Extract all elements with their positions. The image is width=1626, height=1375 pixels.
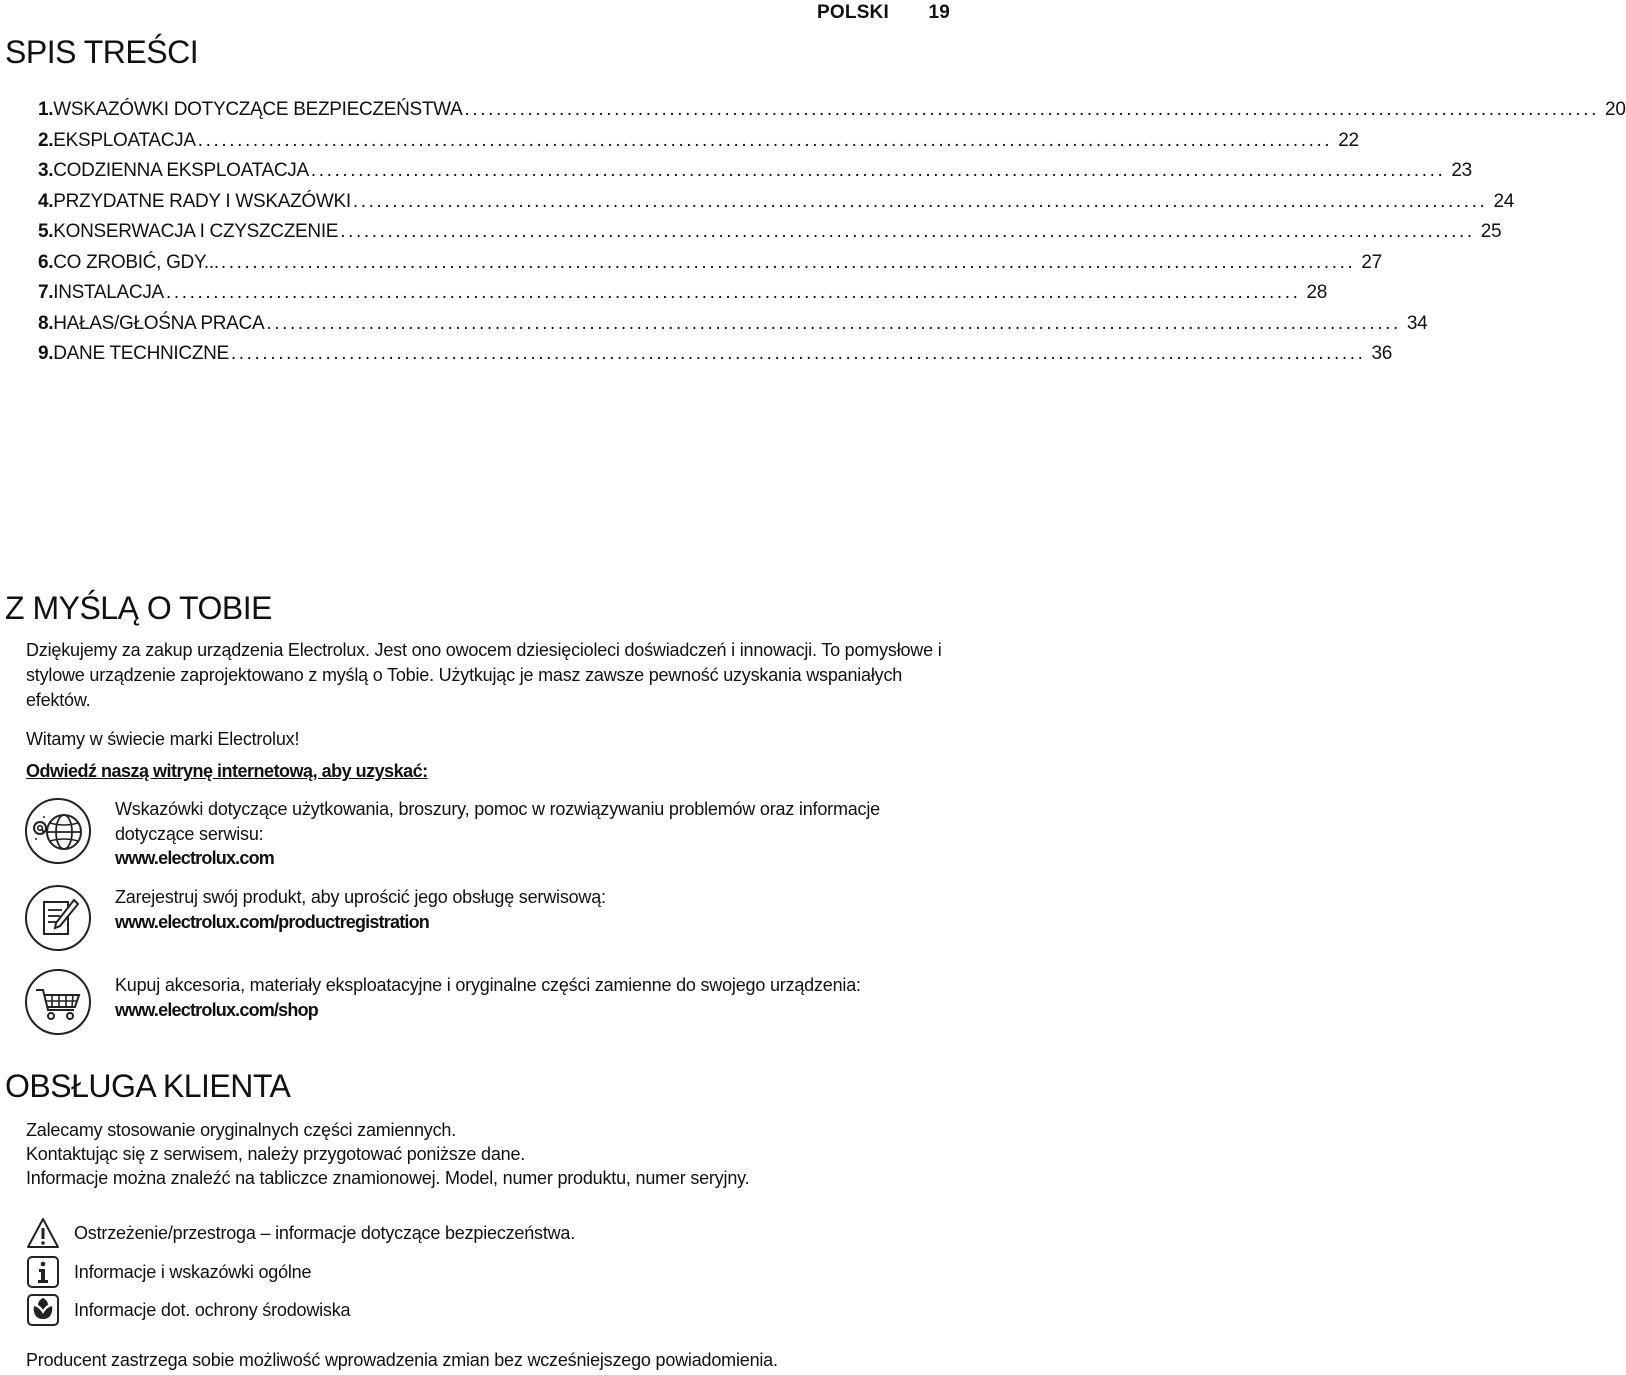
toc-item-page: 20 [1605,99,1626,120]
toc-item-number: 5. [38,221,54,242]
toc-leader: ................................................................................................................................................ [266,312,1401,334]
intro-paragraph: Dziękujemy za zakup urządzenia Electrolux. Jest ono owocem dziesięcioleci doświadczeń i innowacji. To pomysłowe i stylowe urządzenie zaprojektowano z myślą o Tobie. Użytkując je masz zawsze pewność uzyskania wspaniałych efektów. [26,640,942,710]
intro-title: Z MYŚLĄ O TOBIE [5,590,272,626]
welcome-text: Witamy w świecie marki Electrolux! [26,729,300,749]
note-environment [26,1293,350,1327]
toc-item-title: DANE TECHNICZNE [53,343,229,364]
toc-item[interactable] [38,251,1382,283]
toc-item-number: 1. [38,99,54,120]
toc-item-number: 8. [38,312,54,334]
toc-leader: ................................................................................................................................................ [464,99,1600,120]
customer-service-text [26,1118,951,1190]
toc-title: SPIS TREŚCI [5,34,199,70]
toc-item-title: HAŁAS/GŁOŚNA PRACA [53,312,265,334]
table-of-contents [38,99,1626,374]
toc-item-page: 28 [1306,282,1328,303]
customer-line: Zalecamy stosowanie oryginalnych części zamiennych. [26,1120,456,1140]
toc-leader: ................................................................................................................................................ [220,251,1356,273]
toc-item-title: CODZIENNA EKSPLOATACJA [53,160,309,181]
toc-item-number: 3. [38,160,54,181]
toc-item-title: CO ZROBIĆ, GDY... [53,251,219,273]
toc-item[interactable] [38,99,1626,130]
note-text: Ostrzeżenie/przestroga – informacje dotyczące bezpieczeństwa. [74,1222,576,1243]
toc-item-page: 36 [1371,343,1393,364]
toc-item[interactable] [38,129,1359,161]
toc-item-number: 6. [38,251,54,273]
toc-item-title: PRZYDATNE RADY I WSKAZÓWKI [53,190,351,212]
toc-item[interactable] [38,282,1328,313]
web-info-block-shop [115,973,955,1022]
toc-item[interactable] [38,221,1502,252]
web-info-block-registration [115,885,955,934]
language-label: POLSKI [817,2,889,23]
toc-leader: ................................................................................................................................................ [197,129,1333,151]
toc-item[interactable] [38,343,1393,374]
toc-item-page: 24 [1493,190,1514,212]
warning-icon [26,1216,60,1250]
toc-leader: ................................................................................................................................................ [352,190,1488,212]
support-link[interactable]: www.electrolux.com [115,848,274,868]
toc-item-page: 34 [1406,312,1428,334]
toc-item-title: INSTALACJA [53,282,164,303]
toc-leader: ................................................................................................................................................ [165,282,1301,303]
toc-item-page: 25 [1480,221,1502,242]
toc-leader: ................................................................................................................................................ [310,160,1446,181]
page-header [817,2,950,24]
toc-item-title: WSKAZÓWKI DOTYCZĄCE BEZPIECZEŃSTWA [53,99,463,120]
note-text: Informacje dot. ochrony środowiska [74,1299,351,1320]
registration-link[interactable]: www.electrolux.com/productregistration [115,911,429,932]
note-info [26,1255,311,1289]
toc-item-number: 9. [38,343,54,364]
toc-item-page: 27 [1361,251,1382,273]
toc-item-number: 4. [38,190,54,212]
support-description: Wskazówki dotyczące użytkowania, broszury, pomoc w rozwiązywaniu problemów oraz informacje dotyczące serwisu: [115,799,880,844]
note-text: Informacje i wskazówki ogólne [74,1261,312,1282]
registration-description: Zarejestruj swój produkt, aby uprościć jego obsługę serwisową: [115,887,606,907]
toc-item-number: 2. [38,129,54,151]
toc-leader: ................................................................................................................................................ [230,343,1366,364]
shop-description: Kupuj akcesoria, materiały eksploatacyjne i oryginalne części zamienne do swojego urządzenia: [115,975,861,995]
customer-service-title: OBSŁUGA KLIENTA [5,1068,291,1104]
web-info-block-support [115,797,955,871]
toc-item[interactable] [38,160,1472,191]
toc-item-title: EKSPLOATACJA [53,129,196,151]
environment-icon [26,1293,60,1327]
toc-item-page: 22 [1338,129,1359,151]
customer-line: Informacje można znaleźć na tabliczce znamionowej. Model, numer produktu, numer seryjny. [26,1168,750,1188]
toc-item-page: 23 [1451,160,1472,181]
toc-leader: ................................................................................................................................................ [340,221,1475,242]
shopping-cart-icon [24,968,92,1036]
visit-website-heading: Odwiedź naszą witrynę internetową, aby uzyskać: [26,761,428,781]
info-icon [26,1255,60,1289]
register-pen-icon [24,884,92,952]
customer-line: Kontaktując się z serwisem, należy przygotować poniższe dane. [26,1144,526,1164]
shop-link[interactable]: www.electrolux.com/shop [115,999,318,1020]
disclaimer: Producent zastrzega sobie możliwość wprowadzenia zmian bez wcześniejszego powiadomienia. [26,1350,778,1370]
page-number: 19 [928,2,950,23]
toc-item-title: KONSERWACJA I CZYSZCZENIE [53,221,339,242]
note-warning [26,1216,575,1250]
globe-at-icon [24,797,92,865]
toc-item[interactable] [38,190,1514,222]
toc-item-number: 7. [38,282,54,303]
toc-item[interactable] [38,312,1428,344]
